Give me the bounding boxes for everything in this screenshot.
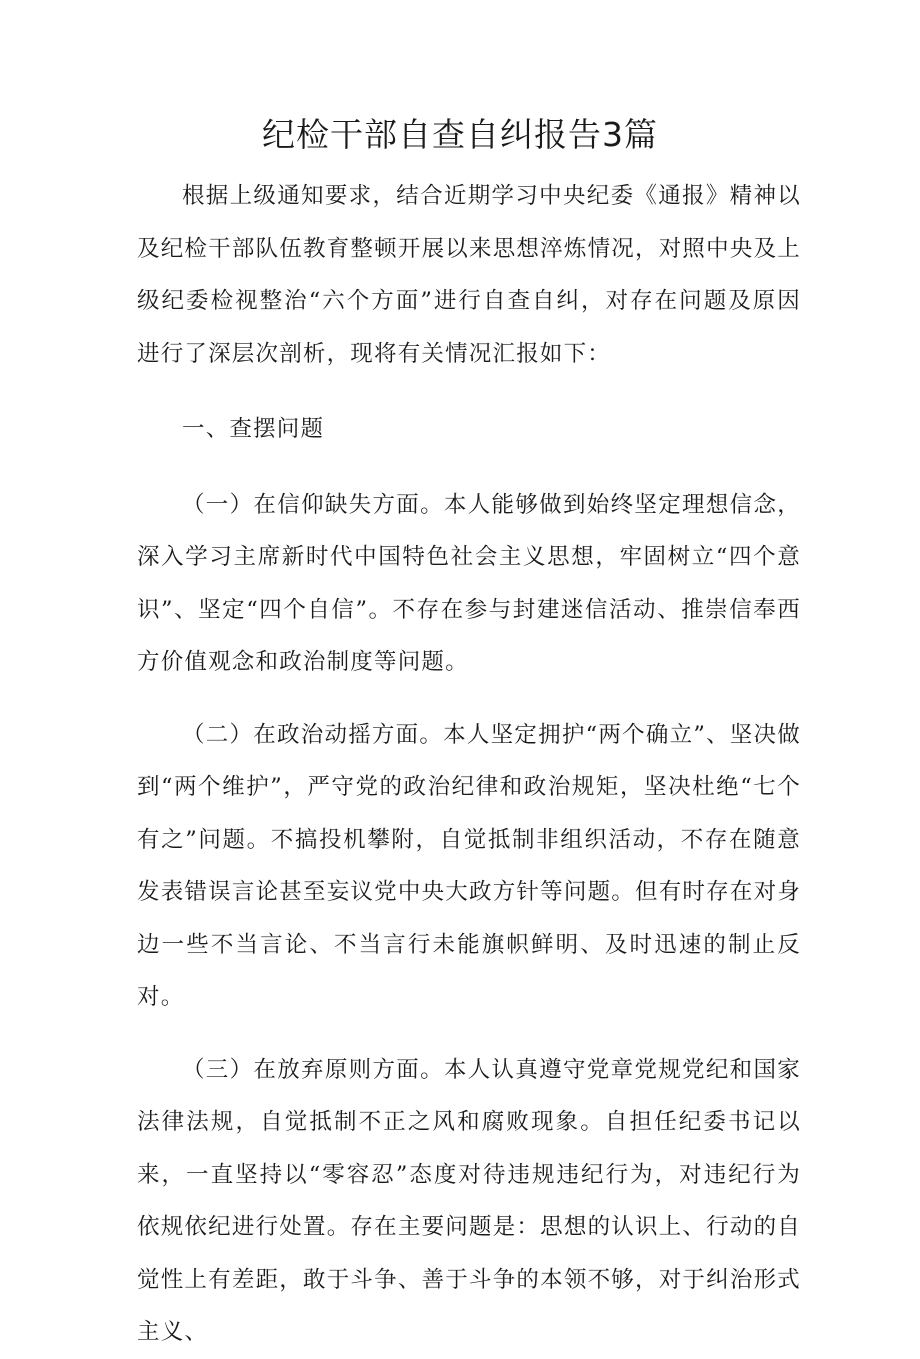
paragraph-politics: （二）在政治动摇方面。本人坚定拥护“两个确立”、坚决做到“两个维护”，严守党的政治纪律和政治规矩，坚决杜绝“七个有之”问题。不搞投机攀附，自觉抵制非组织活动，不存在随意发表错误言论甚至妄议党中央大政方针等问题。但有时存在对身边一些不当言论、不当言行未能旗帜鲜明、及时迅速的制止反对。 (137, 721, 801, 1010)
paragraph-faith: （一）在信仰缺失方面。本人能够做到始终坚定理想信念，深入学习主席新时代中国特色社会主义思想，牢固树立“四个意识”、坚定“四个自信”。不存在参与封建迷信活动、推崇信奉西方价值观念和政治制度等问题。 (137, 491, 801, 675)
intro-paragraph: 根据上级通知要求，结合近期学习中央纪委《通报》精神以及纪检干部队伍教育整顿开展以来思想淬炼情况，对照中央及上级纪委检视整治“六个方面”进行自查自纠，对存在问题及原因进行了深层次剖析，现将有关情况汇报如下： (137, 183, 801, 367)
paragraph-principle: （三）在放弃原则方面。本人认真遵守党章党规党纪和国家法律法规，自觉抵制不正之风和腐败现象。自担任纪委书记以来，一直坚持以“零容忍”态度对待违规违纪行为，对违纪行为依规依纪进行处置。存在主要问题是：思想的认识上、行动的自觉性上有差距，敢于斗争、善于斗争的本领不够，对于纠治形式主义、 (137, 1056, 801, 1345)
document-title: 纪检干部自查自纠报告3篇 (262, 115, 658, 154)
document-body (137, 170, 801, 1359)
section-heading: 一、查摆问题 (182, 416, 325, 442)
